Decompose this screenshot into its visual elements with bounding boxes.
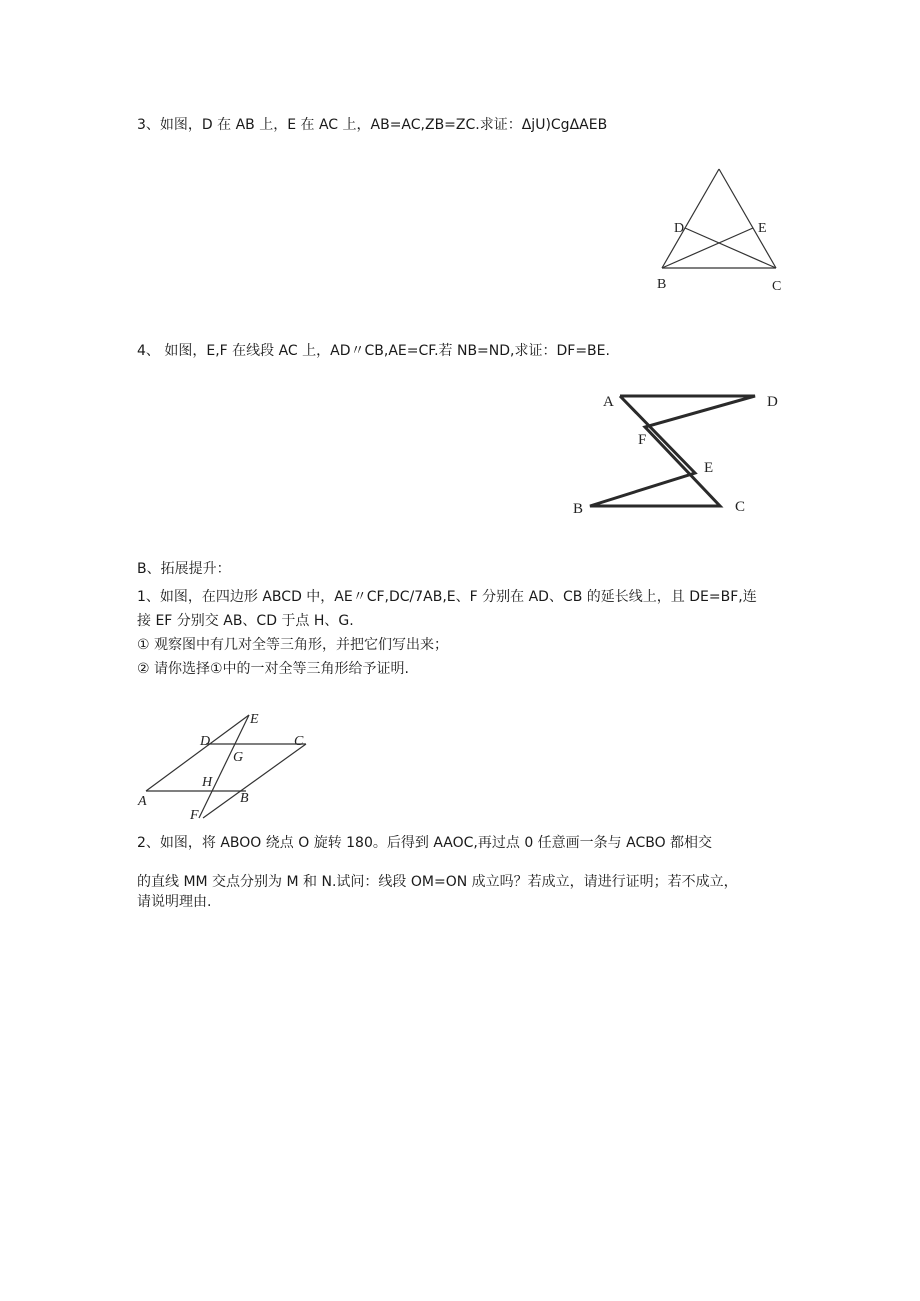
section-b-title: B、拓展提升： [137,561,231,577]
side-AC [719,169,776,268]
label-G: G [233,750,244,765]
q3-triangle-figure [650,160,790,300]
label-H: H [202,775,213,790]
label-C: C [772,279,782,294]
b-q1-line2: 接 EF 分别交 AB、CD 于点 H、G. [137,613,354,629]
label-C: C [294,734,304,749]
b-q2-line1: 2、如图，将 ABOO 绕点 O 旋转 180。后得到 AAOC,再过点 0 任意画一条与 ACBO 都相交 [137,835,713,851]
b-q2-line2: 的直线 MM 交点分别为 M 和 N.试问：线段 OM=ON 成立吗？若成立，请进行证明；若不成立， [137,874,738,890]
label-A: A [138,794,147,809]
label-F: F [638,432,647,448]
b-q1-item2: ② 请你选择①中的一对全等三角形给予证明. [137,661,410,677]
label-D: D [767,394,778,410]
b-q2-line3: 请说明理由. [137,894,212,910]
label-D: D [674,221,685,236]
z-shape-lines [590,396,755,506]
label-D: D [200,734,211,749]
label-E: E [250,712,259,727]
label-F: F [190,808,199,823]
label-E: E [758,221,767,236]
side-AB [662,169,719,268]
label-B: B [573,501,584,517]
label-B: B [657,277,667,292]
label-C: C [735,499,746,515]
q4-text: 4、 如图，E,F 在线段 AC 上，AD〃CB,AE=CF.若 NB=ND,求证：DF=BE. [137,343,610,359]
label-B: B [240,791,249,806]
line-FC [203,744,306,818]
q3-text: 3、如图，D 在 AB 上，E 在 AC 上，AB=AC,ZB=ZC.求证：ΔjU)CgΔAEB [137,117,608,133]
q4-z-figure [565,385,795,525]
b-q1-item1: ① 观察图中有几对全等三角形，并把它们写出来； [137,637,448,653]
label-A: A [603,394,614,410]
b-q1-parallelogram-figure [133,708,323,823]
b-q1-line1: 1、如图，在四边形 ABCD 中，AE〃CF,DC/7AB,E、F 分别在 AD、CB 的延长线上，且 DE=BF,连 [137,589,757,605]
label-E: E [704,460,714,476]
